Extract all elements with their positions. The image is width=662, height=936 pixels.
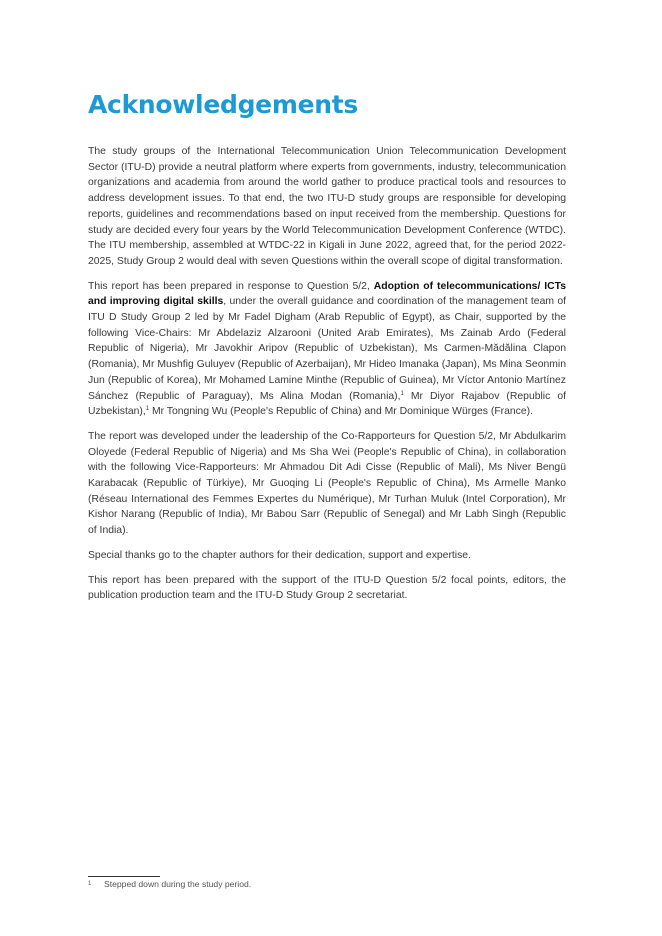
footnote xyxy=(88,879,251,889)
page-title: Acknowledgements xyxy=(88,90,358,119)
paragraph-report-management xyxy=(88,279,566,420)
question-title: Adoption of telecommunications/ ICTs and improving digital skills xyxy=(88,280,566,308)
paragraph-thanks: Special thanks go to the chapter authors for their dedication, support and expertise. xyxy=(88,549,471,561)
body-text xyxy=(88,144,566,613)
paragraph-text: This report has been prepared in response to Question 5/2, xyxy=(88,280,374,292)
paragraph-text: , under the overall guidance and coordination of the management team of ITU D Study Group 2 led by Mr Fadel Digham (Arab Republic of Egypt), as Chair, supported by the following Vice-Chairs: Mr Abdelaziz Alzarooni (United Arab Emirates), Ms Zainab Ardo (Federal Republic of Nigeria), Mr Javokhir Aripov (Republic of Uzbekistan), Ms Carmen-Mădălina Clapon (Romania), Mr Mushfig Guluyev (Republic of Azerbaijan), Mr Hideo Imanaka (Japan), Ms Mina Seonmin Jun (Republic of Korea), Mr Mohamed Lamine Minthe (Republic of Guinea), Mr Víctor Antonio Martínez Sánchez (Republic of Paraguay), Ms Alina Modan (Romania), xyxy=(88,296,566,402)
paragraph-support: This report has been prepared with the support of the ITU-D Question 5/2 focal points, editors, the publication production team and the ITU-D Study Group 2 secretariat. xyxy=(88,574,566,602)
paragraph-text: Mr Diyor Rajabov (Republic of Uzbekistan), xyxy=(88,390,566,418)
footnote-text: Stepped down during the study period. xyxy=(104,879,252,889)
footnote-ref[interactable]: 1 xyxy=(145,406,150,413)
paragraph-rapporteurs: The report was developed under the leadership of the Co-Rapporteurs for Question 5/2, Mr Abdulkarim Oloyede (Federal Republic of Nigeria) and Ms Sha Wei (People's Republic of China), in collaboration with the following Vice-Rapporteurs: Mr Ahmadou Dit Adi Cisse (Republic of Mali), Ms Niver Bengü Karabacak (Republic of Türkiye), Mr Guoqing Li (People's Republic of China), Ms Armelle Manko (Réseau International des Femmes Expertes du Numérique), Mr Turhan Muluk (Intel Corporation), Mr Kishor Narang (Republic of India), Mr Babou Sarr (Republic of Senegal) and Mr Labh Singh (Republic of India). xyxy=(88,430,566,537)
footnote-ref[interactable]: 1 xyxy=(400,390,404,397)
footnote-number: 1 xyxy=(88,881,92,887)
paragraph-intro: The study groups of the International Telecommunication Union Telecommunication Development Sector (ITU-D) provide a neutral platform where experts from governments, industry, telecommunication organizations and academia from around the world gather to produce practical tools and resources to address development issues. To that end, the two ITU-D study groups are responsible for developing reports, guidelines and recommendations based on input received from the membership. Questions for study are decided every four years by the World Telecommunication Development Conference (WTDC). The ITU membership, assembled at WTDC-22 in Kigali in June 2022, agreed that, for the period 2022-2025, Study Group 2 would deal with seven Questions within the overall scope of digital transformation. xyxy=(88,146,566,267)
paragraph-text: Mr Tongning Wu (People's Republic of China) and Mr Dominique Würges (France). xyxy=(149,406,534,418)
footnote-divider xyxy=(88,876,160,877)
